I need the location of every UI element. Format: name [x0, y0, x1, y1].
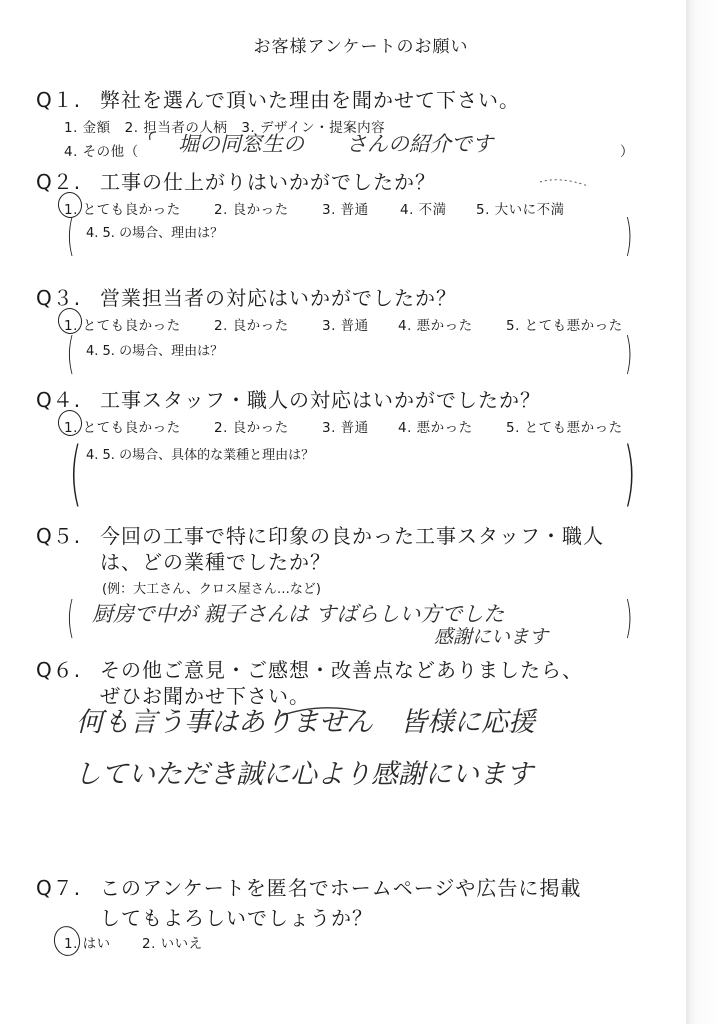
q5-close-paren: ) [624, 592, 633, 643]
q1-number: Q１. [36, 88, 82, 112]
q6-question-line2: ぜひお聞かせ下さい。 [100, 684, 310, 708]
q2-option-5: 5. 大いに不満 [476, 202, 565, 218]
q4-option-1: 1. とても良かった [64, 420, 181, 436]
q4-option-5: 5. とても悪かった [506, 420, 623, 436]
q3-option-1: 1. とても良かった [64, 318, 181, 334]
q2-option-3: 3. 普通 [322, 202, 369, 218]
q5-question-line2: は、どの業種でしたか？ [100, 550, 331, 574]
q6-pen-underline [280, 708, 364, 716]
q1-options-line2: 4. その他（ [64, 144, 139, 160]
q1-text: 弊社を選んで頂いた理由を聞かせて下さい。 [100, 88, 520, 112]
q3-reason-open-paren: ( [66, 328, 75, 379]
q3-text: 営業担当者の対応はいかがでしたか？ [100, 286, 457, 310]
q3-reason-label: 4. 5. の場合、理由は？ [86, 344, 224, 359]
q5-handwritten-answer-line1: 厨房で中が 親子さんは すばらしい方でした [92, 602, 505, 626]
q2-stray-pen-mark [540, 180, 588, 186]
q2-reason-label: 4. 5. の場合、理由は？ [86, 226, 224, 241]
q4-option-2: 2. 良かった [214, 420, 289, 436]
q4-number: Q４. [36, 388, 82, 412]
q2-reason-open-paren: ( [66, 210, 75, 261]
q5-open-paren: ( [66, 592, 75, 643]
q2-reason-close-paren: ) [624, 210, 633, 261]
q5-example: (例：大工さん、クロス屋さん…など) [102, 582, 321, 597]
q4-option-4: 4. 悪かった [398, 420, 473, 436]
q2-option-1: 1. とても良かった [64, 202, 181, 218]
q6-handwritten-answer-line2: していただき誠に心より感謝にいます [74, 759, 533, 790]
q4-reason-close-paren: ) [623, 432, 636, 514]
q5-text-line1: 今回の工事で特に印象の良かった工事スタッフ・職人 [100, 524, 604, 548]
q7-text-line1: このアンケートを匿名でホームページや広告に掲載 [100, 876, 582, 900]
q3-number: Q３. [36, 286, 82, 310]
q7-question-line2: してもよろしいでしょうか？ [100, 906, 373, 930]
q2-number: Q２. [36, 170, 82, 194]
page-title: お客様アンケートのお願い [253, 37, 469, 57]
q3-reason-close-paren: ) [624, 328, 633, 379]
q2-option-2: 2. 良かった [214, 202, 289, 218]
q4-reason-open-paren: ( [69, 432, 82, 514]
q3-option-2: 2. 良かった [214, 318, 289, 334]
q6-number: Q６. [36, 658, 82, 682]
q7-option-2: 2. いいえ [142, 936, 203, 952]
q4-text: 工事スタッフ・職人の対応はいかがでしたか？ [100, 388, 541, 412]
q7-option-1: 1. はい [64, 936, 111, 952]
q5-handwritten-answer-line2: 感謝にいます [434, 626, 549, 648]
q1-options-line1: 1. 金額 2. 担当者の人柄 3. デザイン・提案内容 [64, 120, 386, 136]
q3-option-4: 4. 悪かった [398, 318, 473, 334]
q4-reason-label: 4. 5. の場合、具体的な業種と理由は？ [86, 448, 315, 463]
q1-close-paren: ） [620, 144, 634, 160]
q3-option-3: 3. 普通 [322, 318, 369, 334]
q2-text: 工事の仕上がりはいかがでしたか？ [100, 170, 436, 194]
q5-number: Q５. [36, 524, 82, 548]
q7-number: Q７. [36, 876, 82, 900]
q4-option-3: 3. 普通 [322, 420, 369, 436]
q1-pen-stroke [150, 132, 156, 140]
q6-handwritten-answer-line1: 何も言う事はありません 皆様に応援 [76, 707, 535, 738]
q1-handwritten-answer: 堀の同窓生の さんの紹介です [178, 132, 493, 156]
q2-option-4: 4. 不満 [400, 202, 447, 218]
q3-option-5: 5. とても悪かった [506, 318, 623, 334]
q6-text-line1: その他ご意見・ご感想・改善点などありましたら、 [100, 658, 583, 682]
